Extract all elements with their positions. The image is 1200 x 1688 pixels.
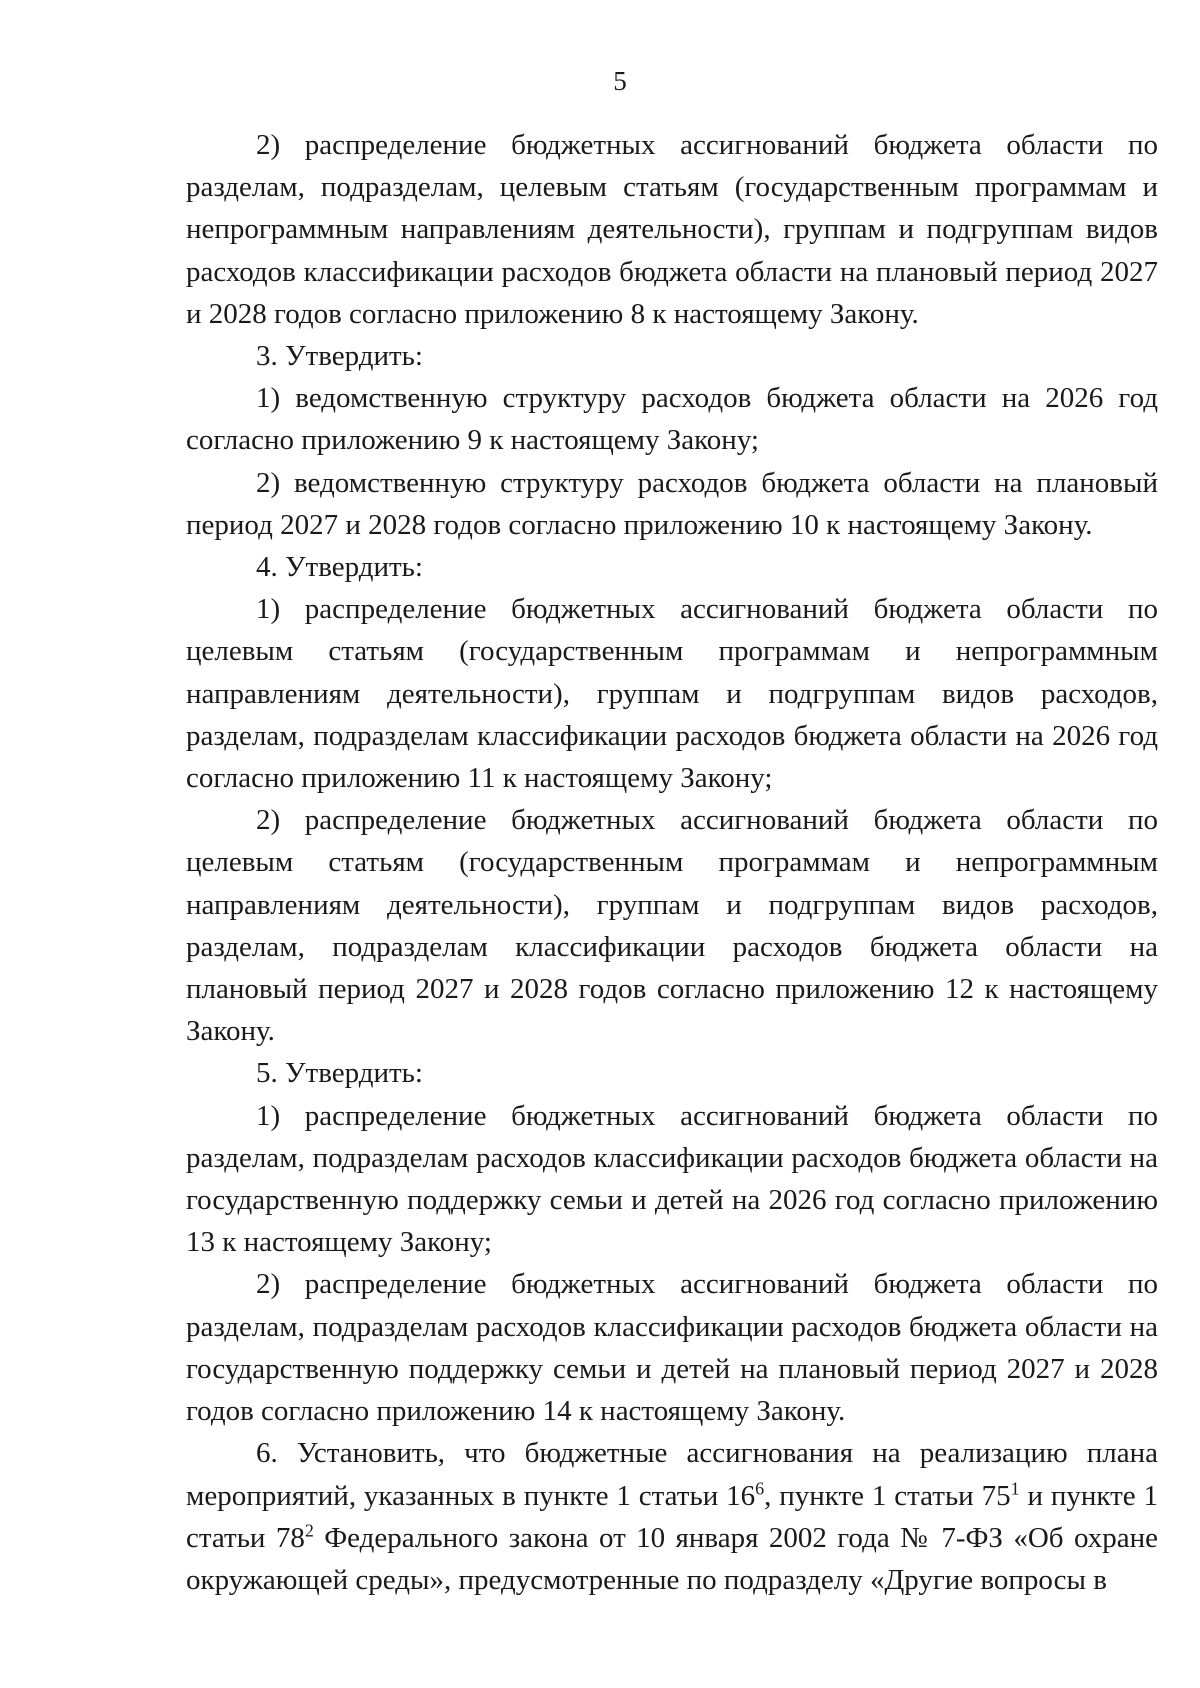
paragraph-5-2: 2) распределение бюджетных ассигнований бюджета области по разделам, подразделам расходов классификации расходов бюджета области на государственную поддержку семьи и детей на плановый период 2027 и 2028 годов согласно приложению 14 к настоящему Закону. <box>186 1268 1158 1428</box>
paragraph-4-1: 1) распределение бюджетных ассигнований бюджета области по целевым статьям (государственным программам и непрограммным направлениям деятельности), группам и подгруппам видов расходов, разделам, подразделам классификации расходов бюджета области на 2026 год согласно приложению 11 к настоящему Закону; <box>186 593 1158 795</box>
section-4-heading: 4. Утвердить: <box>256 551 423 584</box>
paragraph-4-2: 2) распределение бюджетных ассигнований бюджета области по целевым статьям (государственным программам и непрограммным направлениям деятельности), группам и подгруппам видов расходов, разделам, подразделам классификации расходов бюджета области на плановый период 2027 и 2028 годов согласно приложению 12 к настоящему Закону. <box>186 804 1158 1048</box>
superscript-1: 6 <box>755 1477 765 1498</box>
superscript-3: 2 <box>304 1520 314 1541</box>
paragraph-2-2: 2) распределение бюджетных ассигнований бюджета области по разделам, подразделам, целевым статьям (государственным программам и непрограммным направлениям деятельности), группам и подгруппам видов расходов классификации расходов бюджета области на плановый период 2027 и 2028 годов согласно приложению 8 к настоящему Закону. <box>186 129 1158 330</box>
page-number: 5 <box>613 66 627 96</box>
document-body <box>186 124 1158 1601</box>
paragraph-3-1: 1) ведомственную структуру расходов бюджета области на 2026 год согласно приложению 9 к настоящему Закону; <box>186 382 1158 457</box>
superscript-2: 1 <box>1010 1477 1020 1498</box>
paragraph-6-part-1: 6. Установить, что бюджетные ассигнования на реализацию плана мероприятий, указанных в пункте 1 статьи 16 <box>186 1437 1158 1512</box>
paragraph-5-1: 1) распределение бюджетных ассигнований бюджета области по разделам, подразделам расходов классификации расходов бюджета области на государственную поддержку семьи и детей на 2026 год согласно приложению 13 к настоящему Закону; <box>186 1099 1158 1259</box>
paragraph-6-part-4: Федерального закона от 10 января 2002 года № 7-ФЗ «Об охране окружающей среды», предусмотренные по подразделу «Другие вопросы в <box>186 1521 1158 1596</box>
paragraph-6-part-3: и пункте 1 статьи 78 <box>186 1479 1159 1554</box>
section-5-heading: 5. Утвердить: <box>256 1057 423 1090</box>
paragraph-3-2: 2) ведомственную структуру расходов бюджета области на плановый период 2027 и 2028 годов согласно приложению 10 к настоящему Закону. <box>186 466 1158 541</box>
section-3-heading: 3. Утвердить: <box>256 340 423 373</box>
paragraph-6 <box>186 1432 1158 1601</box>
paragraph-6-part-2: , пункте 1 статьи 75 <box>764 1479 1011 1512</box>
